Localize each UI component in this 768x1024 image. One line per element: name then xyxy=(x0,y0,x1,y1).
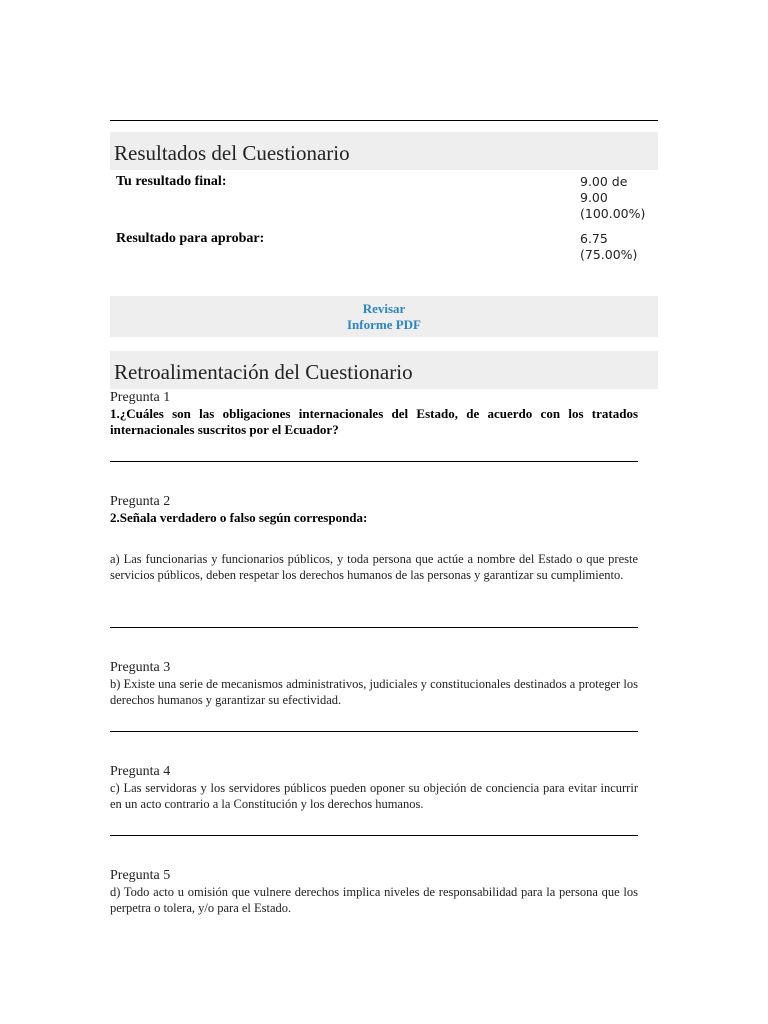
question-statement: b) Existe una serie de mecanismos administrativos, judiciales y constitucionales destinados a proteger los derechos humanos y garantizar su efectividad. xyxy=(110,677,638,707)
question-statement: a) Las funcionarias y funcionarios públicos, y toda persona que actúe a nombre del Estado o que preste servicios públicos, deben respetar los derechos humanos de las personas y garantizar su cumplimiento. xyxy=(110,552,638,582)
top-divider xyxy=(110,120,658,121)
question-divider xyxy=(110,461,638,462)
question-number: Pregunta 2 xyxy=(110,494,171,509)
question-number: Pregunta 4 xyxy=(110,764,171,779)
question-divider xyxy=(110,627,638,628)
question-3 xyxy=(110,660,638,708)
review-link[interactable]: Revisar xyxy=(362,301,406,316)
pdf-report-link[interactable]: Informe PDF xyxy=(346,317,421,332)
results-section-title: Resultados del Cuestionario xyxy=(110,132,658,170)
actions-bar xyxy=(110,296,658,337)
question-2 xyxy=(110,494,638,583)
question-5 xyxy=(110,868,638,916)
final-result-value: 9.00 de 9.00 (100.00%) xyxy=(580,174,646,221)
question-4 xyxy=(110,764,638,812)
question-statement: c) Las servidoras y los servidores públicos pueden oponer su objeción de conciencia para evitar incurrir en un acto contrario a la Constitución y los derechos humanos. xyxy=(110,781,638,811)
feedback-section-title: Retroalimentación del Cuestionario xyxy=(110,351,658,389)
question-number: Pregunta 3 xyxy=(110,660,171,675)
question-number: Pregunta 1 xyxy=(110,390,171,405)
final-result-label: Tu resultado final: xyxy=(116,174,227,189)
question-divider xyxy=(110,731,638,732)
question-divider xyxy=(110,835,638,836)
question-text: 1.¿Cuáles son las obligaciones internacionales del Estado, de acuerdo con los tratados internacionales suscritos por el Ecuador? xyxy=(110,406,638,437)
passing-result-label: Resultado para aprobar: xyxy=(116,231,265,246)
passing-result-value: 6.75 (75.00%) xyxy=(580,231,638,262)
question-text: 2.Señala verdadero o falso según corresponda: xyxy=(110,510,368,525)
question-1 xyxy=(110,390,638,438)
question-number: Pregunta 5 xyxy=(110,868,171,883)
question-statement: d) Todo acto u omisión que vulnere derechos implica niveles de responsabilidad para la persona que los perpetra o tolera, y/o para el Estado. xyxy=(110,885,638,915)
